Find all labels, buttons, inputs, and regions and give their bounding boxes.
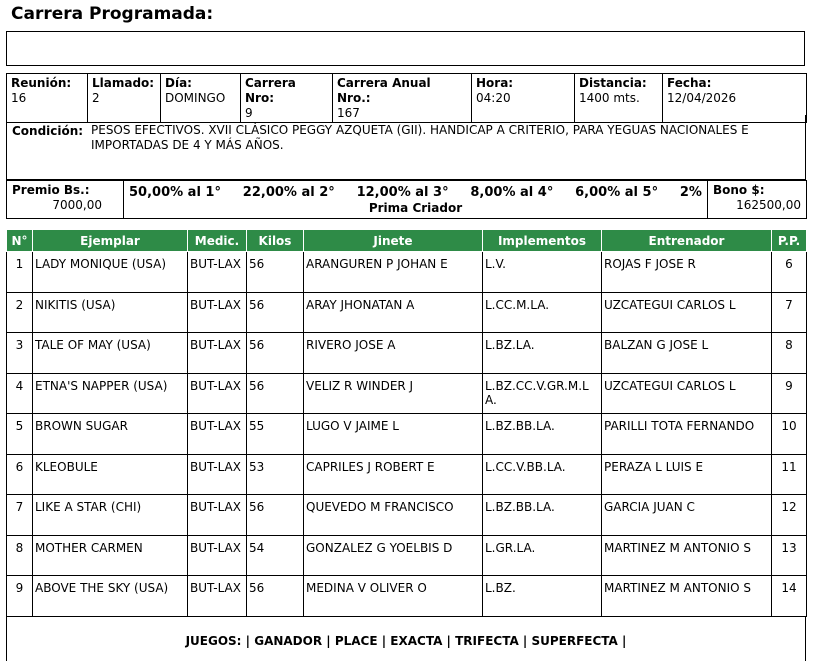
cell-horse: BROWN SUGAR [33, 414, 188, 455]
cell-n: 4 [7, 373, 33, 414]
cell-impl: L.BZ.CC.V.GR.M.LA. [483, 373, 602, 414]
cell-trainer: BALZAN G JOSE L [602, 333, 772, 374]
cell-pp: 12 [772, 495, 807, 536]
cell-horse: TALE OF MAY (USA) [33, 333, 188, 374]
condition-label: Condición: [12, 124, 84, 138]
col-n: N° [7, 230, 33, 252]
cell-pp: 9 [772, 373, 807, 414]
cell-kg: 56 [247, 333, 304, 374]
col-implementos: Implementos [483, 230, 602, 252]
condition-text: PESOS EFECTIVOS. XVII CLÁSICO PEGGY AZQUETA (GII). HANDICAP A CRITERIO, PARA YEGUAS NACIONALES E IMPORTADAS DE 4 Y MÁS AÑOS. [91, 123, 749, 152]
cell-n: 1 [7, 252, 33, 293]
col-ejemplar: Ejemplar [33, 230, 188, 252]
table-row [7, 373, 807, 414]
cell-impl: L.GR.LA. [483, 535, 602, 576]
table-row [7, 454, 807, 495]
cell-pp: 14 [772, 576, 807, 617]
cell-kg: 56 [247, 576, 304, 617]
cell-pp: 10 [772, 414, 807, 455]
cell-impl: L.V. [483, 252, 602, 293]
cell-impl: L.BZ.LA. [483, 333, 602, 374]
cell-kg: 53 [247, 454, 304, 495]
col-medic: Medic. [188, 230, 247, 252]
table-row [7, 576, 807, 617]
cell-jockey: MEDINA V OLIVER O [304, 576, 483, 617]
cell-pp: 8 [772, 333, 807, 374]
cell-kg: 56 [247, 292, 304, 333]
dia-cell: Día: DOMINGO [161, 74, 241, 123]
pct-criador: 2% [679, 185, 702, 200]
pct-4: 8,00% al 4° [470, 185, 554, 200]
games-list: JUEGOS: | GANADOR | PLACE | EXACTA | TRIFECTA | SUPERFECTA | [185, 634, 627, 648]
cell-jockey: QUEVEDO M FRANCISCO [304, 495, 483, 536]
cell-jockey: GONZALEZ G YOELBIS D [304, 535, 483, 576]
cell-n: 8 [7, 535, 33, 576]
cell-jockey: CAPRILES J ROBERT E [304, 454, 483, 495]
cell-n: 6 [7, 454, 33, 495]
cell-med: BUT-LAX [188, 576, 247, 617]
col-entrenador: Entrenador [602, 230, 772, 252]
cell-jockey: ARAY JHONATAN A [304, 292, 483, 333]
cell-jockey: ARANGUREN P JOHAN E [304, 252, 483, 293]
llamado-cell: Llamado: 2 [88, 74, 161, 123]
cell-impl: L.CC.M.LA. [483, 292, 602, 333]
cell-horse: ABOVE THE SKY (USA) [33, 576, 188, 617]
table-row [7, 535, 807, 576]
table-row [7, 414, 807, 455]
distancia-cell: Distancia: 1400 mts. [575, 74, 663, 123]
cell-n: 3 [7, 333, 33, 374]
cell-horse: KLEOBULE [33, 454, 188, 495]
pct-2: 22,00% al 2° [242, 185, 335, 200]
table-row [7, 333, 807, 374]
cell-med: BUT-LAX [188, 495, 247, 536]
carrera-anual-cell: Carrera Anual Nro.: 167 [333, 74, 472, 123]
cell-n: 9 [7, 576, 33, 617]
cell-jockey: VELIZ R WINDER J [304, 373, 483, 414]
cell-kg: 56 [247, 373, 304, 414]
cell-horse: MOTHER CARMEN [33, 535, 188, 576]
cell-trainer: PERAZA L LUIS E [602, 454, 772, 495]
prima-criador: Prima Criador [368, 201, 463, 215]
reunion-cell: Reunión: 16 [7, 74, 88, 123]
cell-med: BUT-LAX [188, 333, 247, 374]
hora-cell: Hora: 04:20 [472, 74, 575, 123]
pct-1: 50,00% al 1° [129, 185, 221, 200]
cell-med: BUT-LAX [188, 373, 247, 414]
cell-n: 7 [7, 495, 33, 536]
cell-med: BUT-LAX [188, 252, 247, 293]
cell-trainer: MARTINEZ M ANTONIO S [602, 535, 772, 576]
cell-med: BUT-LAX [188, 454, 247, 495]
col-pp: P.P. [772, 230, 807, 252]
table-row [7, 495, 807, 536]
cell-horse: ETNA'S NAPPER (USA) [33, 373, 188, 414]
cell-pp: 6 [772, 252, 807, 293]
distribution-cell [124, 181, 708, 219]
cell-med: BUT-LAX [188, 535, 247, 576]
percentages [129, 183, 702, 200]
empty-box [6, 31, 805, 66]
cell-kg: 56 [247, 252, 304, 293]
cell-impl: L.BZ.BB.LA. [483, 414, 602, 455]
table-row [7, 292, 807, 333]
cell-med: BUT-LAX [188, 292, 247, 333]
cell-trainer: UZCATEGUI CARLOS L [602, 292, 772, 333]
cell-kg: 56 [247, 495, 304, 536]
cell-trainer: UZCATEGUI CARLOS L [602, 373, 772, 414]
header-row [7, 230, 807, 252]
condition-box [6, 115, 806, 180]
pct-3: 12,00% al 3° [356, 185, 449, 200]
carrera-nro-cell: Carrera Nro: 9 [241, 74, 333, 123]
cell-horse: LADY MONIQUE (USA) [33, 252, 188, 293]
premio-cell: Premio Bs.: 7000,00 [7, 181, 124, 219]
cell-impl: L.BZ. [483, 576, 602, 617]
col-jinete: Jinete [304, 230, 483, 252]
cell-impl: L.BZ.BB.LA. [483, 495, 602, 536]
cell-impl: L.CC.V.BB.LA. [483, 454, 602, 495]
table-row [7, 252, 807, 293]
fecha-cell: Fecha: 12/04/2026 [663, 74, 807, 123]
footer-box [6, 616, 806, 661]
page-title: Carrera Programada: [11, 4, 214, 24]
cell-n: 5 [7, 414, 33, 455]
cell-kg: 55 [247, 414, 304, 455]
cell-trainer: PARILLI TOTA FERNANDO [602, 414, 772, 455]
bono-cell: Bono $: 162500,00 [708, 181, 807, 219]
cell-pp: 7 [772, 292, 807, 333]
cell-trainer: GARCIA JUAN C [602, 495, 772, 536]
pct-5: 6,00% al 5° [575, 185, 659, 200]
cell-n: 2 [7, 292, 33, 333]
cell-trainer: ROJAS F JOSE R [602, 252, 772, 293]
cell-pp: 11 [772, 454, 807, 495]
cell-horse: LIKE A STAR (CHI) [33, 495, 188, 536]
cell-kg: 54 [247, 535, 304, 576]
col-kilos: Kilos [247, 230, 304, 252]
cell-horse: NIKITIS (USA) [33, 292, 188, 333]
cell-jockey: LUGO V JAIME L [304, 414, 483, 455]
cell-pp: 13 [772, 535, 807, 576]
cell-trainer: MARTINEZ M ANTONIO S [602, 576, 772, 617]
cell-jockey: RIVERO JOSE A [304, 333, 483, 374]
entries-table [6, 229, 807, 617]
cell-med: BUT-LAX [188, 414, 247, 455]
prize-table [6, 180, 807, 219]
